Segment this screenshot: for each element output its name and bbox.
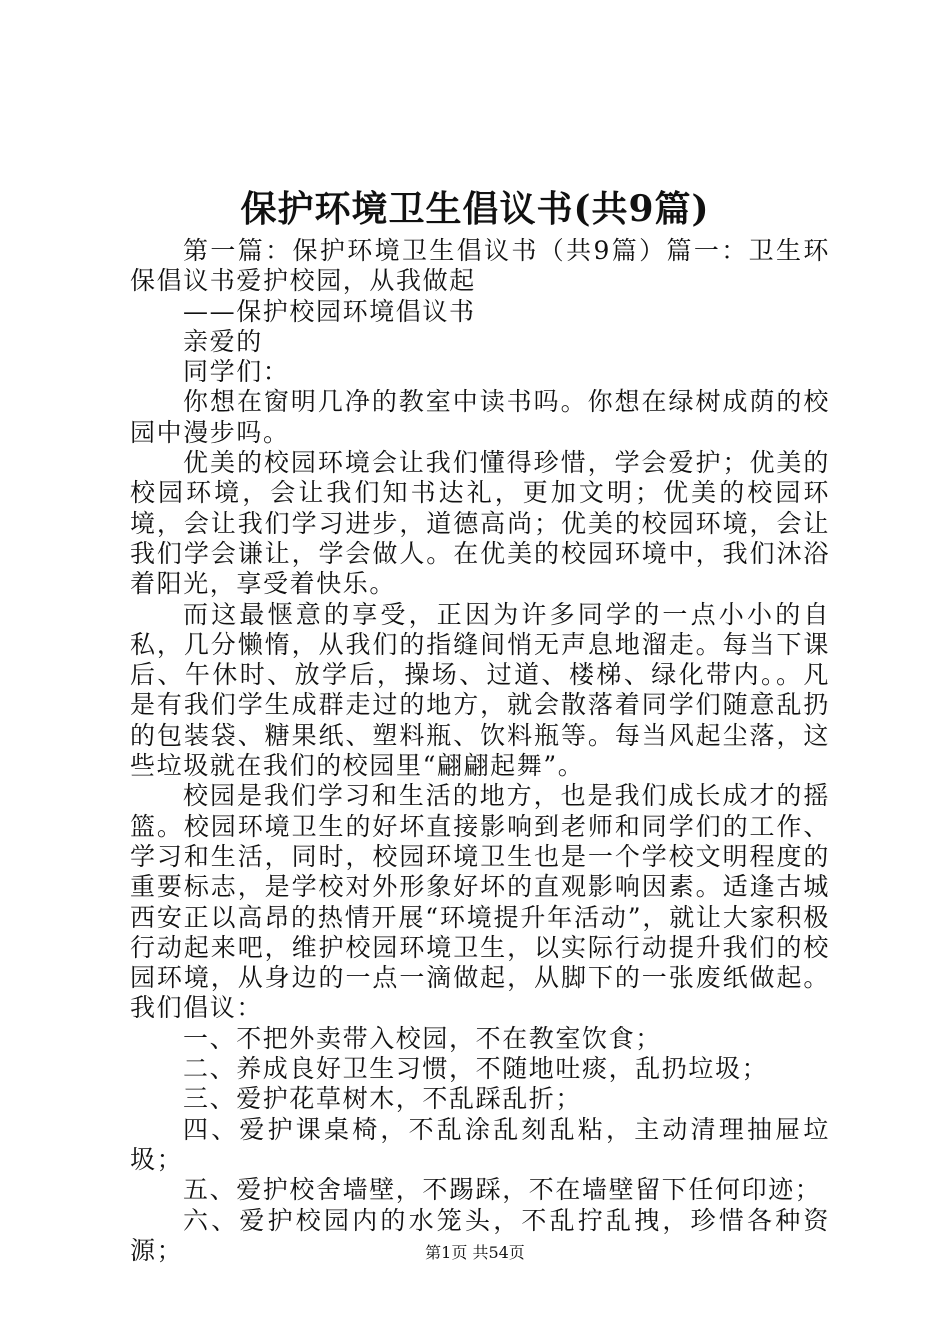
list-item-1: 一、不把外卖带入校园，不在教室饮食； bbox=[183, 1023, 662, 1053]
list-item-4: 四、爱护课桌椅，不乱涂乱刻乱粘，主动清理抽屉垃圾； bbox=[130, 1114, 830, 1174]
document-body bbox=[130, 236, 830, 1266]
paragraph-salutation-2: 同学们： bbox=[183, 357, 290, 387]
paragraph-salutation: 亲爱的 bbox=[183, 326, 263, 356]
paragraph-beautiful-campus: 优美的校园环境会让我们懂得珍惜，学会爱护；优美的校园环境，会让我们知书达礼，更加文明；优美的校园环境，会让我们学习进步，道德高尚；优美的校园环境，会让我们学会谦让，学会做人。在优美的校园环境中，我们沐浴着阳光，享受着快乐。 bbox=[130, 448, 830, 599]
page-footer: 第1页 共54页 bbox=[425, 1243, 525, 1262]
paragraph-question: 你想在窗明几净的教室中读书吗。你想在绿树成荫的校园中漫步吗。 bbox=[130, 387, 830, 447]
paragraph-intro: 第一篇：保护环境卫生倡议书（共9篇）篇一：卫生环保倡议书爱护校园，从我做起 bbox=[130, 236, 830, 296]
paragraph-problem: 而这最惬意的享受，正因为许多同学的一点小小的自私，几分懒惰，从我们的指缝间悄无声息地溜走。每当下课后、午休时、放学后，操场、过道、楼梯、绿化带内。。凡是有我们学生成群走过的地方，就会散落着同学们随意乱扔的包装袋、糖果纸、塑料瓶、饮料瓶等。每当风起尘落，这些垃圾就在我们的校园里“翩翩起舞”。 bbox=[130, 599, 830, 781]
list-item-3: 三、爱护花草树木，不乱踩乱折； bbox=[183, 1084, 583, 1114]
paragraph-subtitle: ——保护校园环境倡议书 bbox=[183, 296, 476, 326]
list-item-5: 五、爱护校舍墙壁，不踢踩，不在墙壁留下任何印迹； bbox=[183, 1175, 822, 1205]
list-item-2: 二、养成良好卫生习惯，不随地吐痰，乱扔垃圾； bbox=[183, 1054, 769, 1084]
paragraph-proposal: 校园是我们学习和生活的地方，也是我们成长成才的摇篮。校园环境卫生的好坏直接影响到老师和同学们的工作、学习和生活，同时，校园环境卫生也是一个学校文明程度的重要标志，是学校对外形象好坏的直观影响因素。适逢古城西安正以高昂的热情开展“环境提升年活动”，就让大家积极行动起来吧，维护校园环境卫生，以实际行动提升我们的校园环境，从身边的一点一滴做起，从脚下的一张废纸做起。我们倡议： bbox=[130, 781, 830, 1023]
document-title: 保护环境卫生倡议书(共9篇) bbox=[240, 188, 710, 230]
list-item-6: 六、爱护校园内的水笼头，不乱拧乱拽，珍惜各种资源； bbox=[130, 1205, 830, 1265]
